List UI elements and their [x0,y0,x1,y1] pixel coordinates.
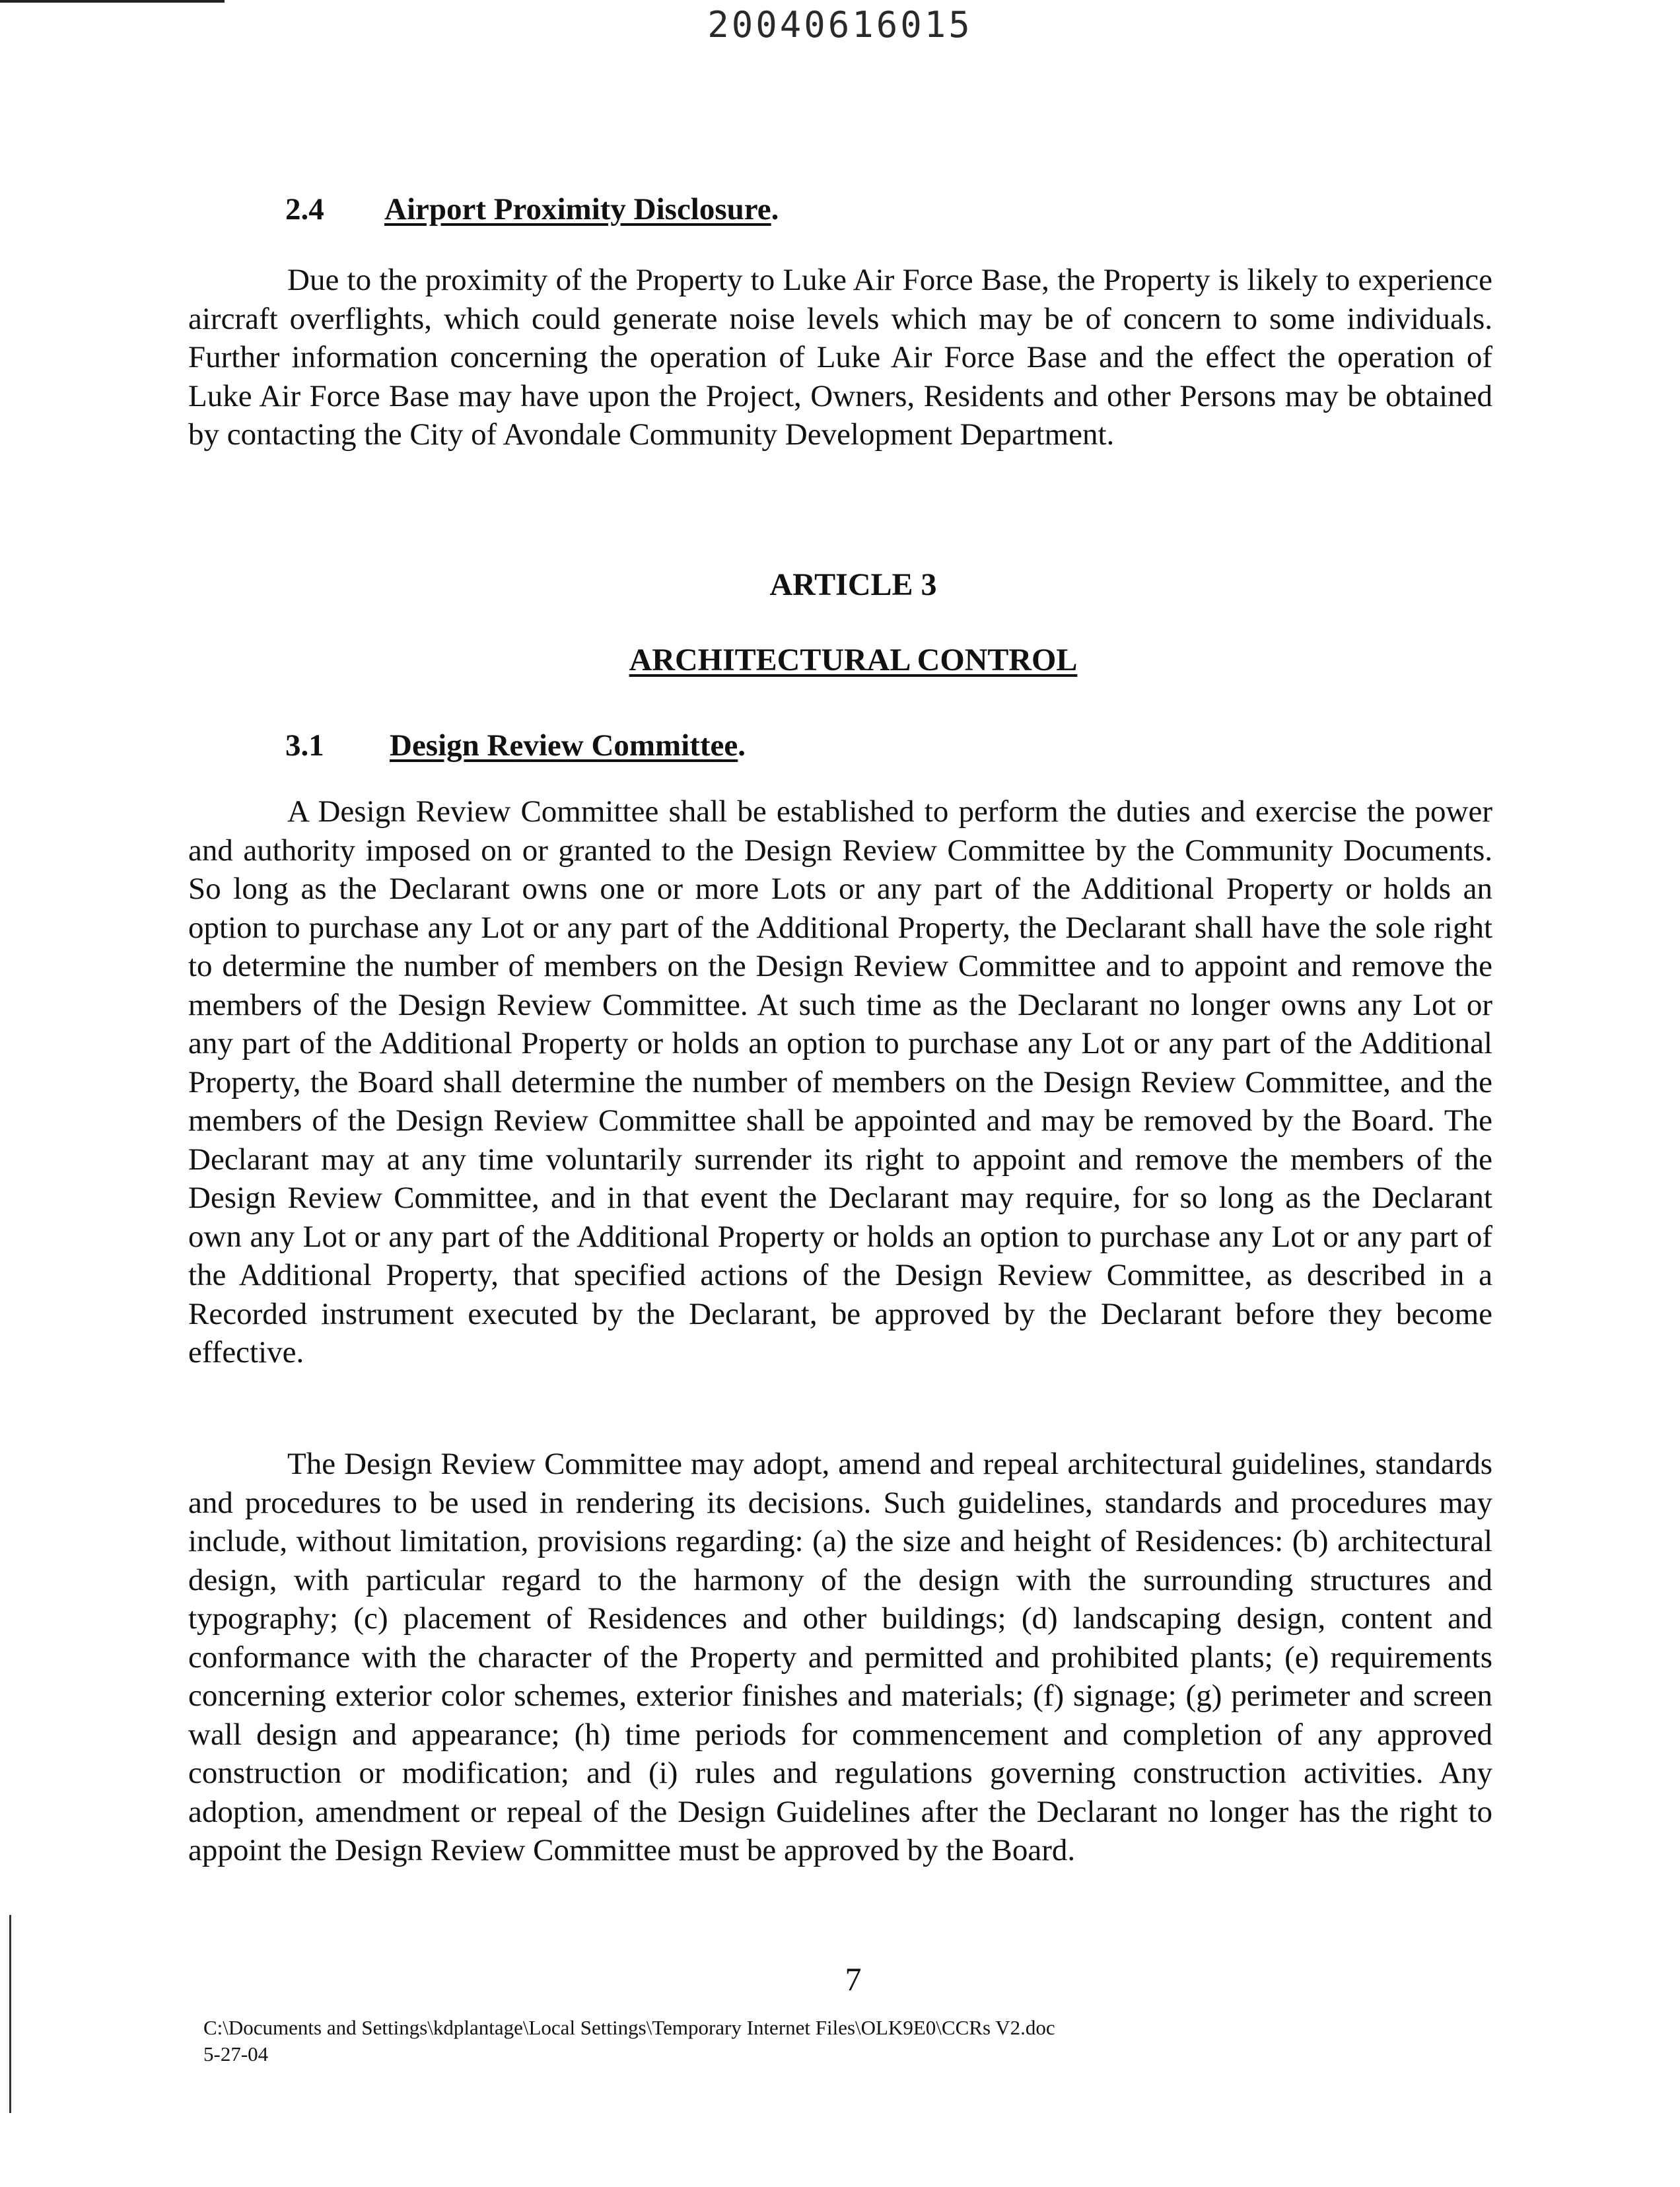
page-number: 7 [845,1961,862,1997]
section-3-1-heading [285,728,746,763]
article-number: ARTICLE 3 [769,567,937,602]
section-2-4-body: Due to the proximity of the Property to Luke Air Force Base, the Property is likely to experience aircraft overflights, which could generate noise levels which may be of concern to some individuals. Further information concerning the operation of Luke Air Force Base and the effect the operation of Luke Air Force Base may have upon the Project, Owners, Residents and other Persons may be obtained by contacting the City of Avondale Community Development Department. [188,263,1492,452]
top-edge-rule [0,0,225,3]
section-3-1-title: Design Review Committee [390,728,738,763]
section-3-1-trailing: . [738,728,746,763]
section-2-4-title: Airport Proximity Disclosure [384,192,771,226]
document-recording-number: 20040616015 [707,4,973,46]
section-3-1-paragraph: The Design Review Committee may adopt, amend and repeal architectural guidelines, standards and procedures to be used in rendering its decisions. Such guidelines, standards and procedures may include, without limitation, provisions regarding: (a) the size and height of Residences: (b) architectural design, with particular regard to the harmony of the design with the surrounding structures and typography; (c) placement of Residences and other buildings; (d) landscaping design, content and conformance with the character of the Property and permitted and prohibited plants; (e) requirements concerning exterior color schemes, exterior finishes and materials; (f) signage; (g) perimeter and screen wall design and appearance; (h) time periods for commencement and completion of any approved construction or modification; and (i) rules and regulations governing construction activities. Any adoption, amendment or repeal of the Design Guidelines after the Declarant no longer has the right to appoint the Design Review Committee must be approved by the Board. [188,1447,1492,1867]
section-2-4-heading [285,191,779,227]
section-2-4-trailing: . [771,192,779,226]
article-title: ARCHITECTURAL CONTROL [629,642,1078,677]
section-3-1-paragraph: A Design Review Committee shall be established to perform the duties and exercise the power and authority imposed on or granted to the Design Review Committee by the Community Documents. So long as the Declarant owns one or more Lots or any part of the Additional Property or holds an option to purchase any Lot or any part of the Additional Property, the Declarant shall have the sole right to determine the number of members on the Design Review Committee and to appoint and remove the members of the Design Review Committee. At such time as the Declarant no longer owns any Lot or any part of the Additional Property or holds an option to purchase any Lot or any part of the Additional Property, the Board shall determine the number of members on the Design Review Committee, and the members of the Design Review Committee shall be appointed and may be removed by the Board. The Declarant may at any time voluntarily surrender its right to appoint and remove the members of the Design Review Committee, and in that event the Declarant may require, for so long as the Declarant own any Lot or any part of the Additional Property or holds an option to purchase any Lot or any part of the Additional Property, that specified actions of the Design Review Committee, as described in a Recorded instrument executed by the Declarant, be approved by the Declarant before they become effective. [188,794,1492,1370]
section-3-1-number: 3.1 [285,728,324,763]
footer-file-path: C:\Documents and Settings\kdplantage\Local Settings\Temporary Internet Files\OLK9E0\CCRs V2.doc [203,2016,1055,2039]
section-2-4-number: 2.4 [285,192,324,226]
left-margin-scan-line [9,1915,11,2113]
footer-date: 5-27-04 [203,2042,269,2066]
